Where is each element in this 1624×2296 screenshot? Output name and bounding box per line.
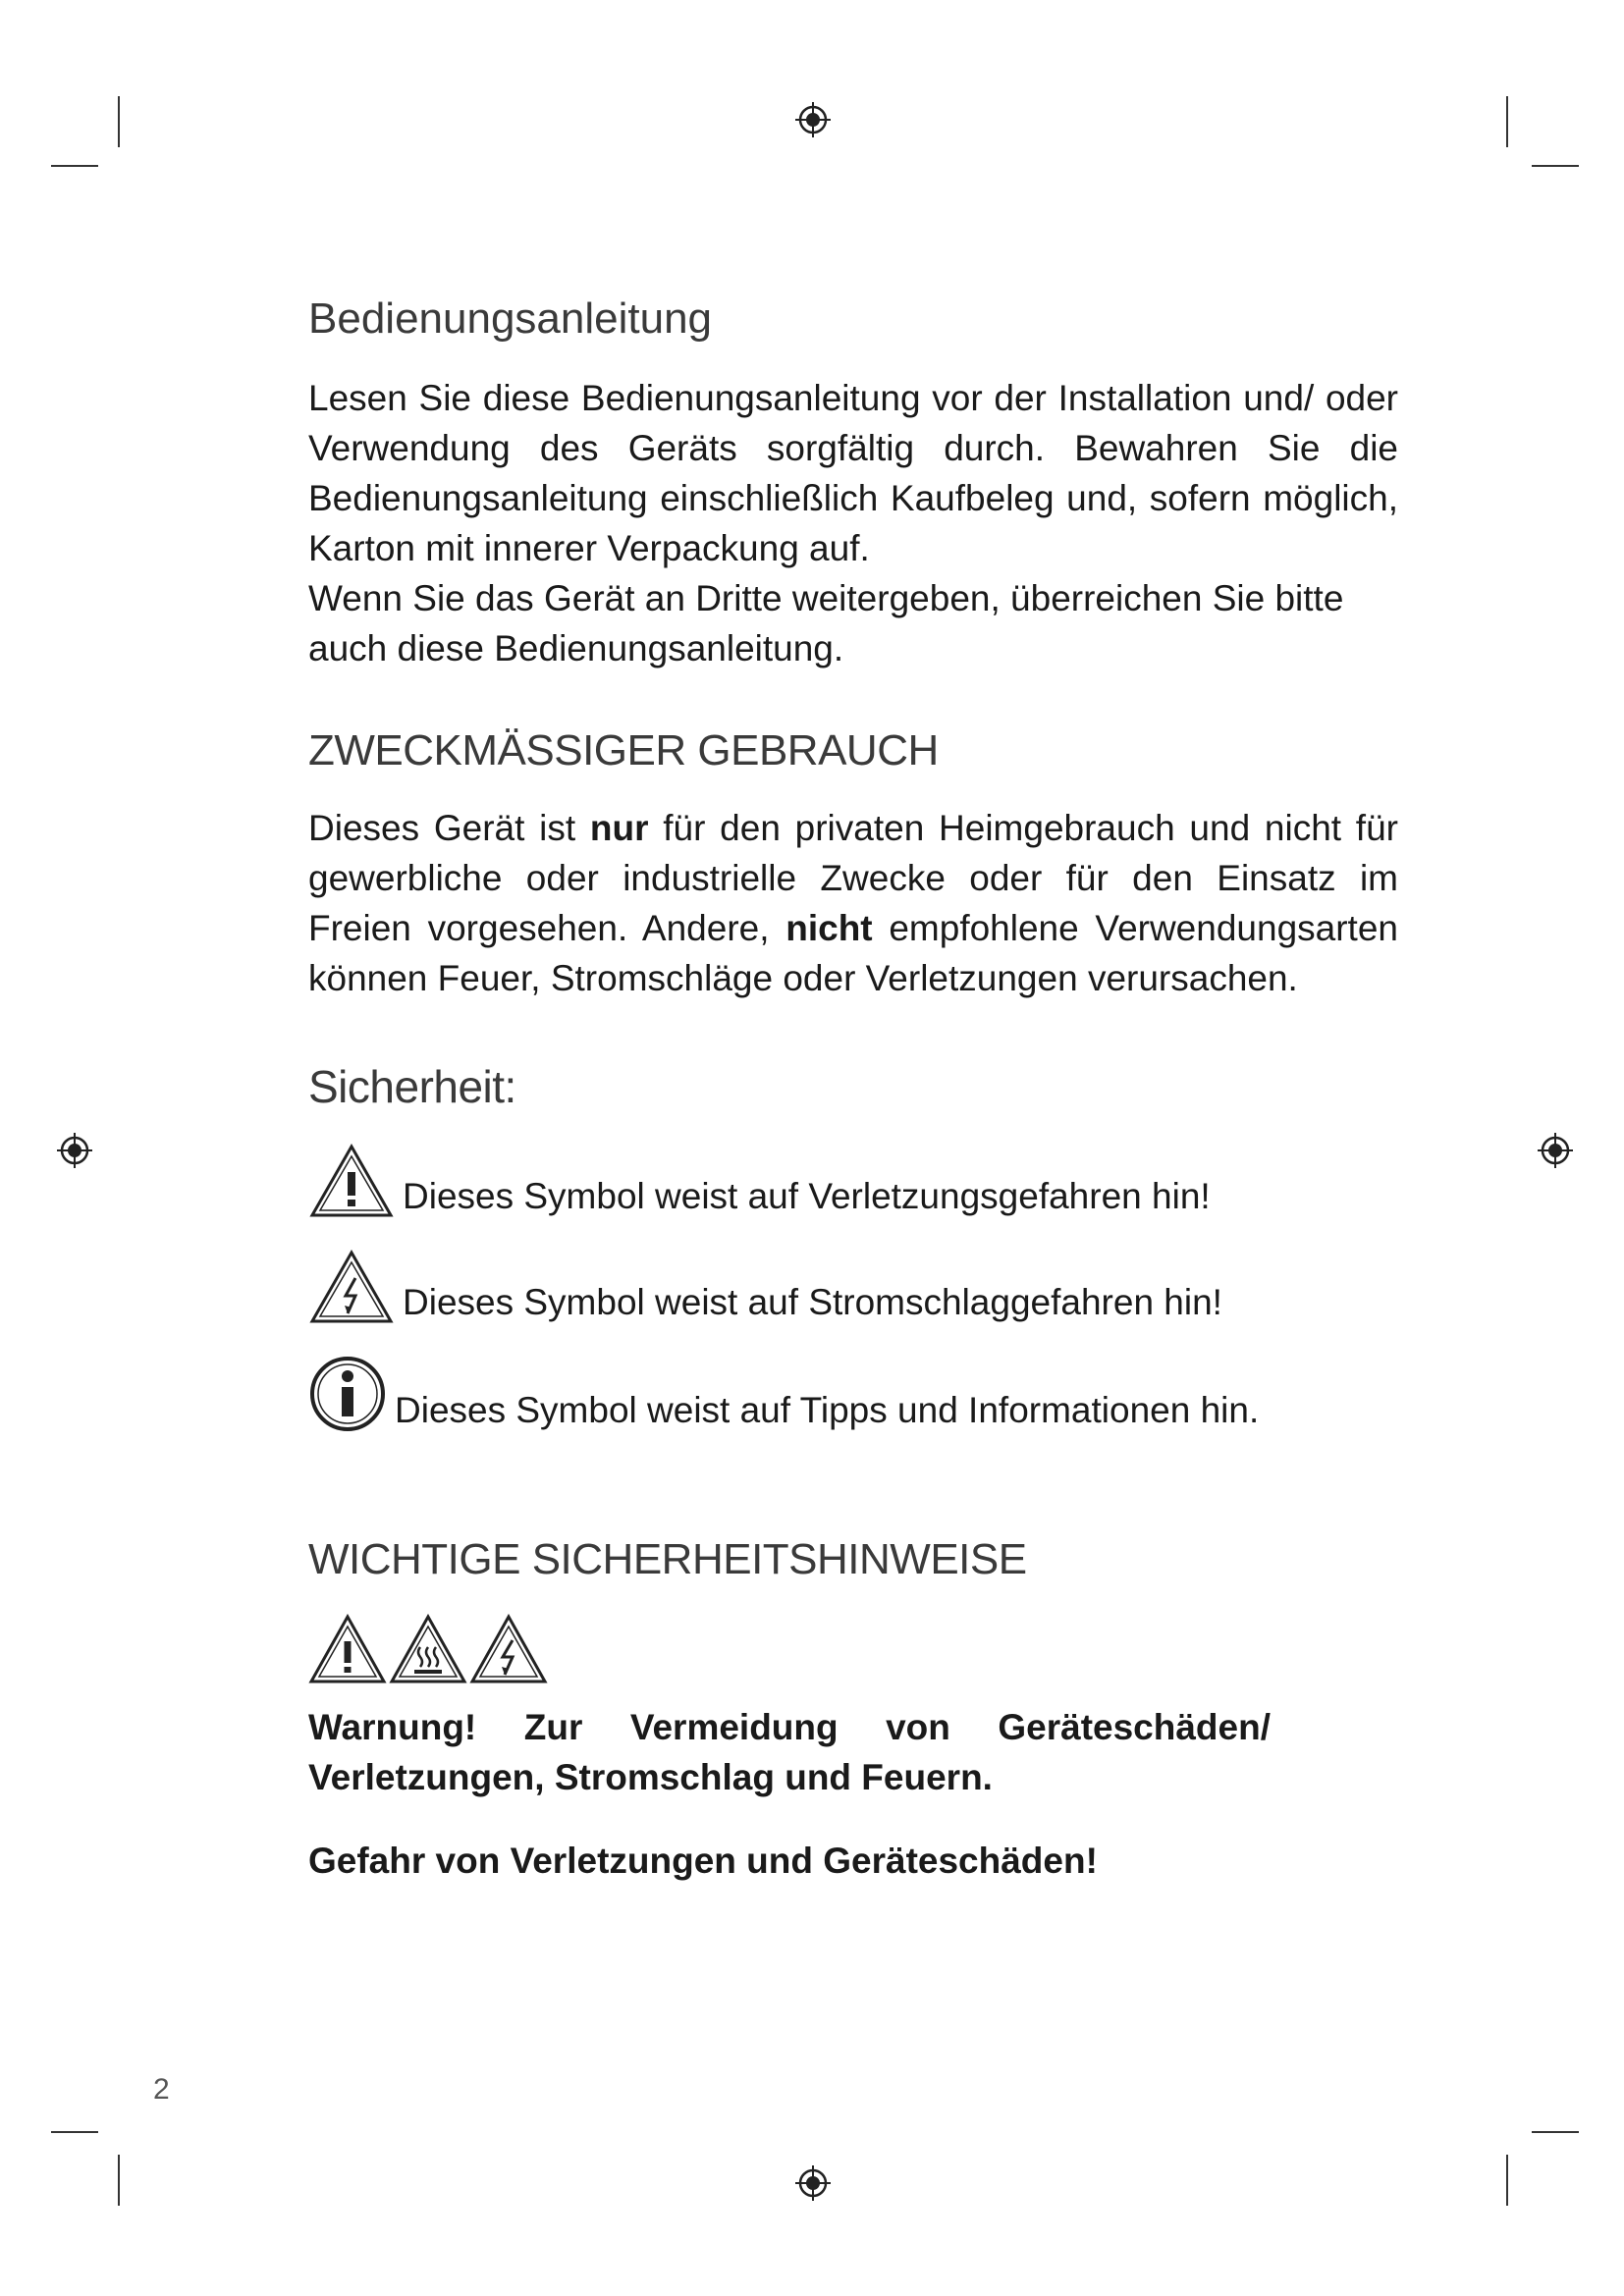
important-heading: WICHTIGE SICHERHEITSHINWEISE bbox=[308, 1535, 1027, 1583]
symbol-text: Dieses Symbol weist auf Verletzungsgefahren hin! bbox=[403, 1176, 1211, 1216]
emphasis-nur: nur bbox=[589, 808, 649, 848]
registration-mark-icon bbox=[55, 1131, 94, 1170]
crop-mark bbox=[118, 2155, 120, 2206]
registration-mark-icon bbox=[793, 2163, 833, 2203]
symbol-row-injury bbox=[308, 1143, 1398, 1219]
registration-mark-icon bbox=[793, 100, 833, 139]
crop-mark bbox=[1532, 2131, 1579, 2133]
emphasis-nicht: nicht bbox=[785, 908, 873, 948]
electric-shock-triangle-icon bbox=[308, 1249, 395, 1325]
electric-shock-triangle-icon bbox=[469, 1614, 548, 1684]
crop-mark bbox=[51, 2131, 98, 2133]
symbol-text: Dieses Symbol weist auf Tipps und Informationen hin. bbox=[395, 1390, 1260, 1430]
danger-text: Gefahr von Verletzungen und Geräteschäden! bbox=[308, 1841, 1098, 1881]
intro-paragraph: Lesen Sie diese Bedienungsanleitung vor der Installation und/ oder Verwendung des Geräts sorgfältig durch. Bewahren Sie die Bedienungsanleitung einschließlich Kaufbeleg und, sofern möglich, Karton mit innerer Verpackung auf. bbox=[308, 378, 1398, 568]
registration-mark-icon bbox=[1536, 1131, 1575, 1170]
page-content bbox=[308, 294, 1398, 1886]
symbol-text: Dieses Symbol weist auf Stromschlaggefahren hin! bbox=[403, 1282, 1222, 1322]
crop-mark bbox=[118, 96, 120, 147]
info-circle-icon bbox=[308, 1355, 387, 1433]
symbol-row-info bbox=[308, 1355, 1398, 1433]
warning-triangle-icon bbox=[308, 1614, 387, 1684]
page-number: 2 bbox=[153, 2073, 170, 2106]
crop-mark bbox=[1506, 96, 1508, 147]
symbol-row-electric bbox=[308, 1249, 1398, 1325]
crop-mark bbox=[1532, 165, 1579, 167]
hot-surface-triangle-icon bbox=[389, 1614, 467, 1684]
purpose-paragraph: Dieses Gerät ist nur für den privaten Heimgebrauch und nicht für gewerbliche oder industrielle Zwecke oder für den Einsatz im Freien vorgesehen. Andere, nicht empfohlene Verwendungsarten können Feuer, Stromschläge oder Verletzungen verursachen. bbox=[308, 808, 1398, 998]
purpose-heading: ZWECKMÄSSIGER GEBRAUCH bbox=[308, 726, 939, 774]
page-title: Bedienungsanleitung bbox=[308, 294, 713, 343]
warning-icon-group bbox=[308, 1614, 1398, 1684]
crop-mark bbox=[1506, 2155, 1508, 2206]
warning-text: Warnung! Zur Vermeidung von Geräteschäden/ Verletzungen, Stromschlag und Feuern. bbox=[308, 1707, 1271, 1797]
safety-heading: Sicherheit: bbox=[308, 1061, 516, 1112]
crop-mark bbox=[51, 165, 98, 167]
warning-triangle-icon bbox=[308, 1143, 395, 1219]
intro-paragraph-2: Wenn Sie das Gerät an Dritte weitergeben, überreichen Sie bitte auch diese Bedienungsanleitung. bbox=[308, 578, 1344, 668]
